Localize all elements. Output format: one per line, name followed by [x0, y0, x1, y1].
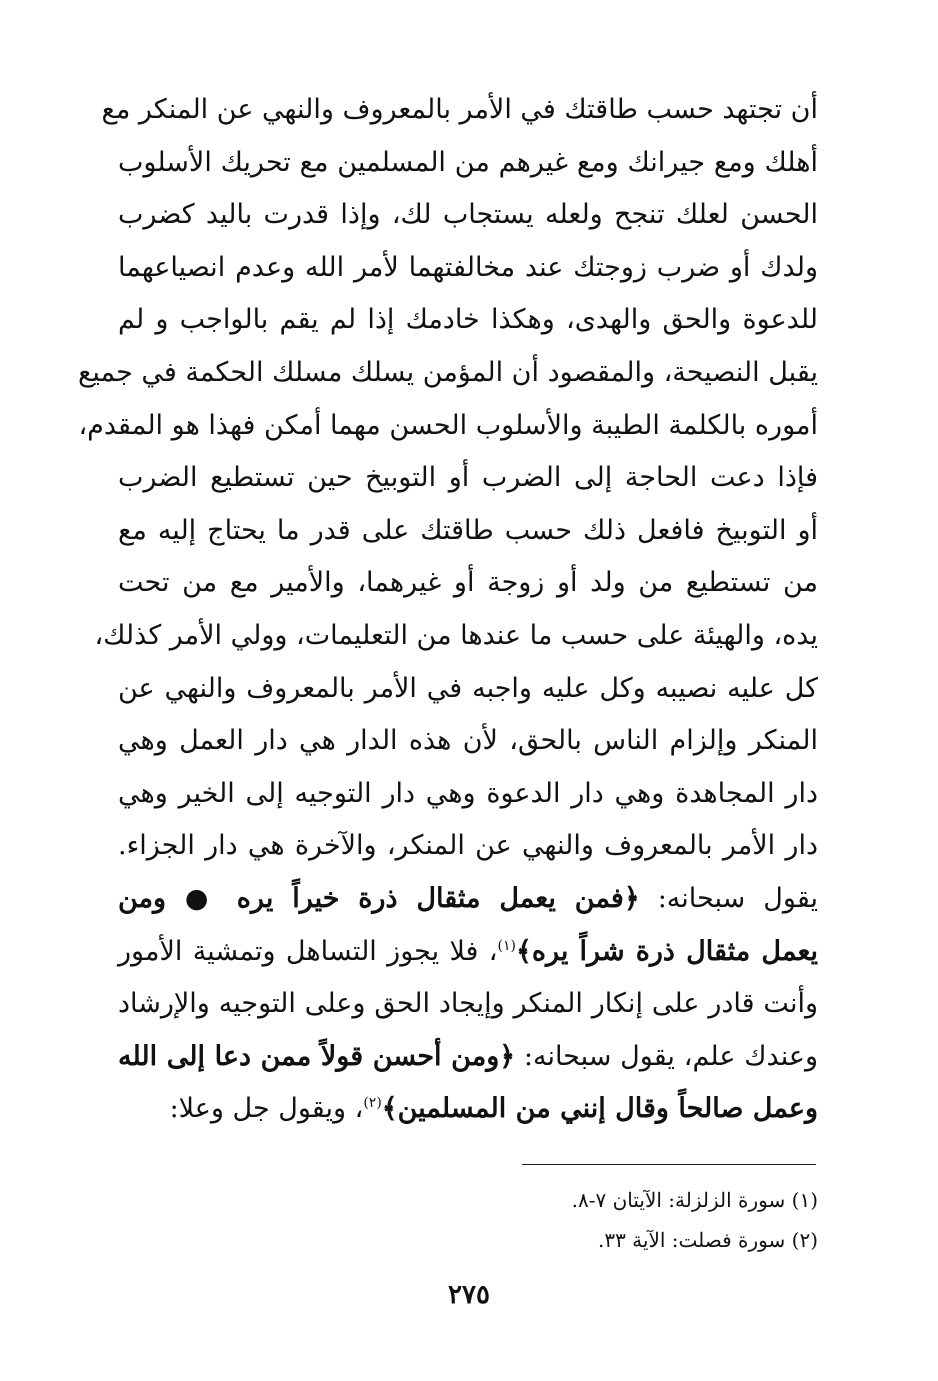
- text-line: أموره بالكلمة الطيبة والأسلوب الحسن مهما أمكن فهذا هو المقدم،: [78, 409, 818, 441]
- line-suffix: ، ويقول جل وعلا:: [169, 1093, 364, 1125]
- page-number: ٢٧٥: [448, 1280, 490, 1310]
- text-line: يقبل النصيحة، والمقصود أن المؤمن يسلك مسلك الحكمة في جميع: [77, 356, 818, 388]
- text-line: وأنت قادر على إنكار المنكر وإيجاد الحق وعلى التوجيه والإرشاد: [118, 988, 818, 1020]
- text-line: كل عليه نصيبه وكل عليه واجبه في الأمر بالمعروف والنهي عن: [118, 672, 818, 704]
- text-line: دار الأمر بالمعروف والنهي عن المنكر، والآخرة هي دار الجزاء.: [118, 830, 818, 862]
- footnotes: [118, 1180, 818, 1260]
- text-line: المنكر وإلزام الناس بالحق، لأن هذه الدار هي دار العمل وهي: [118, 725, 818, 757]
- text-line: أو التوبيخ فافعل ذلك حسب طاقتك على قدر ما يحتاج إليه مع: [118, 514, 818, 546]
- footnote-ref: (١): [497, 937, 516, 954]
- quran-verse-text: يعمل مثقال ذرة شراً يره﴾: [516, 935, 819, 967]
- line-prefix: وعندك علم، يقول سبحانه:: [515, 1040, 818, 1072]
- footnote: (١) سورة الزلزلة: الآيتان ٧-٨.: [571, 1188, 818, 1212]
- text-line: الحسن لعلك تنجح ولعله يستجاب لك، وإذا قدرت باليد كضرب: [118, 199, 818, 231]
- line-prefix: يقول سبحانه:: [639, 882, 819, 914]
- text-line: للدعوة والحق والهدى، وهكذا خادمك إذا لم يقم بالواجب و لم: [118, 304, 818, 336]
- text-line: أهلك ومع جيرانك ومع غيرهم من المسلمين مع تحريك الأسلوب: [118, 146, 818, 178]
- text-line: من تستطيع من ولد أو زوجة أو غيرهما، والأمير مع من تحت: [118, 567, 818, 599]
- quran-verse-line: [118, 1083, 818, 1136]
- text-line: يده، والهيئة على حسب ما عندها من التعليمات، وولي الأمر كذلك،: [94, 619, 818, 651]
- quran-verse-line: [118, 1031, 818, 1084]
- main-text: [77, 84, 819, 1136]
- footnote-divider: [522, 1164, 816, 1165]
- footnote-ref: (٢): [363, 1095, 382, 1112]
- quran-verse-line: [118, 926, 818, 979]
- quran-verse-line: [118, 873, 818, 926]
- text-line: ولدك أو ضرب زوجتك عند مخالفتهما لأمر الله وعدم انصياعهما: [118, 251, 818, 283]
- text-line: فإذا دعت الحاجة إلى الضرب أو التوبيخ حين تستطيع الضرب: [118, 462, 818, 494]
- quran-verse-text: ﴿فمن يعمل مثقال ذرة خيراً يره ● ومن: [118, 882, 640, 914]
- quran-verse-text: ﴿ومن أحسن قولاً ممن دعا إلى الله: [118, 1040, 516, 1072]
- footnote: (٢) سورة فصلت: الآية ٣٣.: [597, 1228, 818, 1252]
- text-line: دار المجاهدة وهي دار الدعوة وهي دار التوجيه إلى الخير وهي: [118, 777, 818, 809]
- quran-verse-text: وعمل صالحاً وقال إنني من المسلمين﴾: [381, 1093, 818, 1125]
- line-suffix: ، فلا يجوز التساهل وتمشية الأمور: [118, 935, 498, 967]
- text-line: أن تجتهد حسب طاقتك في الأمر بالمعروف والنهي عن المنكر مع: [101, 94, 818, 125]
